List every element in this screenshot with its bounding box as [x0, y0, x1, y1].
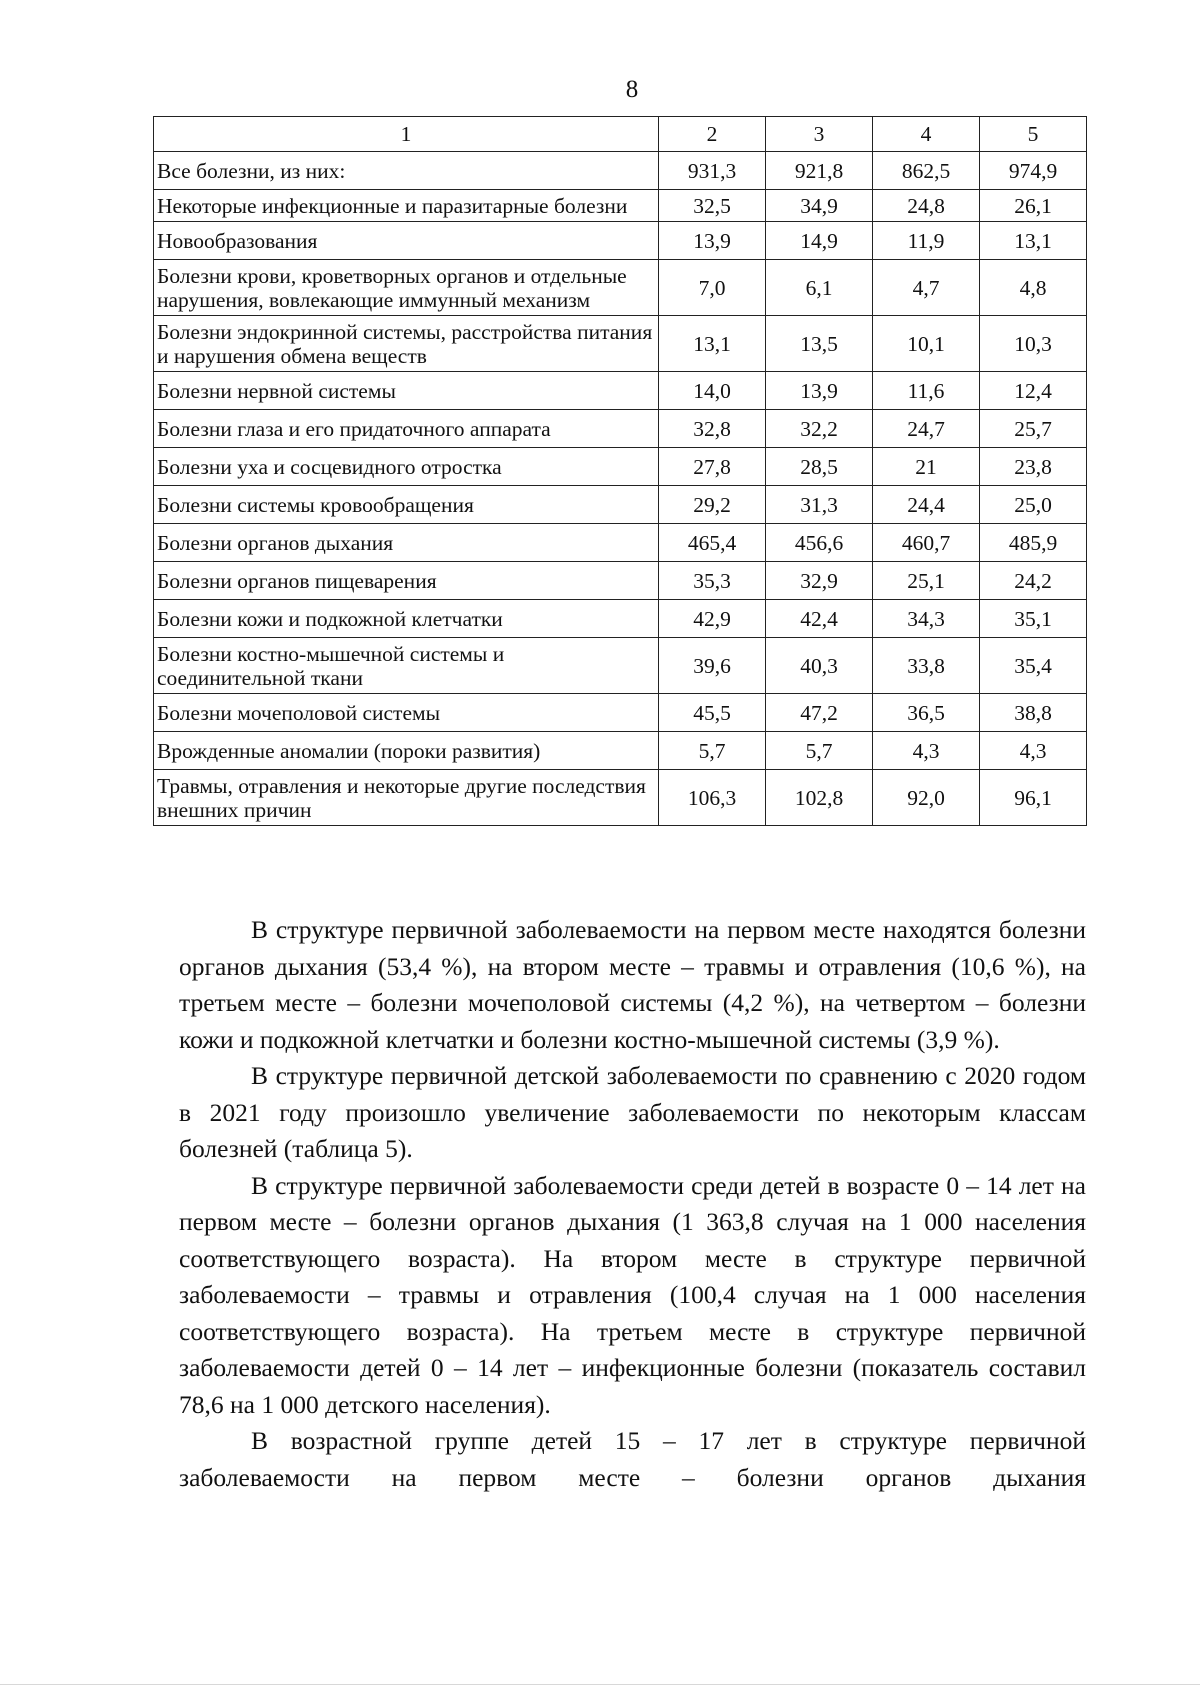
row-value: 10,1: [873, 316, 980, 372]
row-value: 931,3: [659, 152, 766, 190]
row-value: 32,5: [659, 190, 766, 222]
row-value: 4,8: [980, 260, 1087, 316]
row-value: 974,9: [980, 152, 1087, 190]
row-value: 24,2: [980, 562, 1087, 600]
row-label: Болезни эндокринной системы, расстройства питания и нарушения обмена веществ: [154, 316, 659, 372]
table-header-row: [154, 117, 1087, 152]
row-value: 25,0: [980, 486, 1087, 524]
row-value: 14,0: [659, 372, 766, 410]
row-value: 5,7: [766, 732, 873, 770]
row-value: 34,9: [766, 190, 873, 222]
table-row: [154, 770, 1087, 826]
table-row: [154, 372, 1087, 410]
row-label: Травмы, отравления и некоторые другие последствия внешних причин: [154, 770, 659, 826]
row-value: 14,9: [766, 222, 873, 260]
row-value: 4,3: [873, 732, 980, 770]
row-value: 42,4: [766, 600, 873, 638]
table-body: [154, 152, 1087, 826]
table-row: [154, 190, 1087, 222]
paragraph: В структуре первичной заболеваемости на первом месте находятся болезни органов дыхания (53,4 %), на втором месте – травмы и отравления (10,6 %), на третьем месте – болезни мочеполовой системы (4,2 %), на четвертом – болезни кожи и подкожной клетчатки и болезни костно-мышечной системы (3,9 %).: [179, 915, 1086, 1054]
paragraph: В возрастной группе детей 15 – 17 лет в структуре первичной заболеваемости на первом месте – болезни органов дыхания: [179, 1426, 1086, 1492]
body-text: [179, 912, 1086, 1496]
row-value: 4,3: [980, 732, 1087, 770]
row-value: 7,0: [659, 260, 766, 316]
row-value: 31,3: [766, 486, 873, 524]
morbidity-table: [153, 116, 1087, 826]
row-value: 460,7: [873, 524, 980, 562]
row-value: 34,3: [873, 600, 980, 638]
row-value: 456,6: [766, 524, 873, 562]
row-value: 4,7: [873, 260, 980, 316]
column-header-2: 2: [659, 117, 766, 152]
table-row: [154, 694, 1087, 732]
table-row: [154, 600, 1087, 638]
row-value: 25,1: [873, 562, 980, 600]
table-row: [154, 638, 1087, 694]
row-label: Врожденные аномалии (пороки развития): [154, 732, 659, 770]
row-value: 38,8: [980, 694, 1087, 732]
row-value: 13,5: [766, 316, 873, 372]
row-value: 47,2: [766, 694, 873, 732]
row-value: 102,8: [766, 770, 873, 826]
row-label: Новообразования: [154, 222, 659, 260]
row-value: 45,5: [659, 694, 766, 732]
row-value: 32,9: [766, 562, 873, 600]
row-value: 42,9: [659, 600, 766, 638]
row-value: 921,8: [766, 152, 873, 190]
row-value: 29,2: [659, 486, 766, 524]
row-value: 11,6: [873, 372, 980, 410]
row-label: Болезни органов пищеварения: [154, 562, 659, 600]
row-value: 32,8: [659, 410, 766, 448]
row-value: 40,3: [766, 638, 873, 694]
row-value: 28,5: [766, 448, 873, 486]
row-label: Болезни мочеполовой системы: [154, 694, 659, 732]
page-number: 8: [625, 76, 639, 103]
row-value: 35,1: [980, 600, 1087, 638]
row-value: 13,9: [766, 372, 873, 410]
row-label: Болезни нервной системы: [154, 372, 659, 410]
scan-edge-line: [0, 1684, 1200, 1685]
column-header-4: 4: [873, 117, 980, 152]
table-row: [154, 448, 1087, 486]
row-value: 6,1: [766, 260, 873, 316]
row-value: 21: [873, 448, 980, 486]
table-row: [154, 562, 1087, 600]
row-value: 13,9: [659, 222, 766, 260]
row-label: Болезни глаза и его придаточного аппарата: [154, 410, 659, 448]
table-row: [154, 260, 1087, 316]
row-value: 33,8: [873, 638, 980, 694]
row-value: 92,0: [873, 770, 980, 826]
column-header-1: 1: [154, 117, 659, 152]
row-label: Болезни крови, кроветворных органов и отдельные нарушения, вовлекающие иммунный механизм: [154, 260, 659, 316]
row-label: Болезни системы кровообращения: [154, 486, 659, 524]
paragraph: В структуре первичной детской заболеваемости по сравнению с 2020 годом в 2021 году произошло увеличение заболеваемости по некоторым классам болезней (таблица 5).: [179, 1061, 1086, 1163]
table-row: [154, 524, 1087, 562]
row-value: 862,5: [873, 152, 980, 190]
row-value: 36,5: [873, 694, 980, 732]
row-value: 23,8: [980, 448, 1087, 486]
row-value: 465,4: [659, 524, 766, 562]
row-label: Болезни костно-мышечной системы и соединительной ткани: [154, 638, 659, 694]
row-label: Все болезни, из них:: [154, 152, 659, 190]
row-value: 10,3: [980, 316, 1087, 372]
row-value: 11,9: [873, 222, 980, 260]
row-label: Болезни органов дыхания: [154, 524, 659, 562]
paragraph: В структуре первичной заболеваемости среди детей в возрасте 0 – 14 лет на первом месте – болезни органов дыхания (1 363,8 случая на 1 000 населения соответствующего возраста). На втором месте в структуре первичной заболеваемости – травмы и отравления (100,4 случая на 1 000 населения соответствующего возраста). На третьем месте в структуре первичной заболеваемости детей 0 – 14 лет – инфекционные болезни (показатель составил 78,6 на 1 000 детского населения).: [179, 1170, 1086, 1419]
row-value: 24,7: [873, 410, 980, 448]
row-label: Болезни уха и сосцевидного отростка: [154, 448, 659, 486]
row-value: 32,2: [766, 410, 873, 448]
row-value: 12,4: [980, 372, 1087, 410]
row-value: 13,1: [659, 316, 766, 372]
row-value: 13,1: [980, 222, 1087, 260]
table-row: [154, 732, 1087, 770]
row-value: 39,6: [659, 638, 766, 694]
row-value: 26,1: [980, 190, 1087, 222]
column-header-3: 3: [766, 117, 873, 152]
row-label: Болезни кожи и подкожной клетчатки: [154, 600, 659, 638]
row-value: 106,3: [659, 770, 766, 826]
row-label: Некоторые инфекционные и паразитарные болезни: [154, 190, 659, 222]
row-value: 25,7: [980, 410, 1087, 448]
row-value: 35,3: [659, 562, 766, 600]
table-row: [154, 316, 1087, 372]
row-value: 5,7: [659, 732, 766, 770]
row-value: 35,4: [980, 638, 1087, 694]
table-row: [154, 152, 1087, 190]
row-value: 485,9: [980, 524, 1087, 562]
table-row: [154, 486, 1087, 524]
table-row: [154, 410, 1087, 448]
row-value: 96,1: [980, 770, 1087, 826]
row-value: 24,8: [873, 190, 980, 222]
table-row: [154, 222, 1087, 260]
column-header-5: 5: [980, 117, 1087, 152]
row-value: 24,4: [873, 486, 980, 524]
row-value: 27,8: [659, 448, 766, 486]
